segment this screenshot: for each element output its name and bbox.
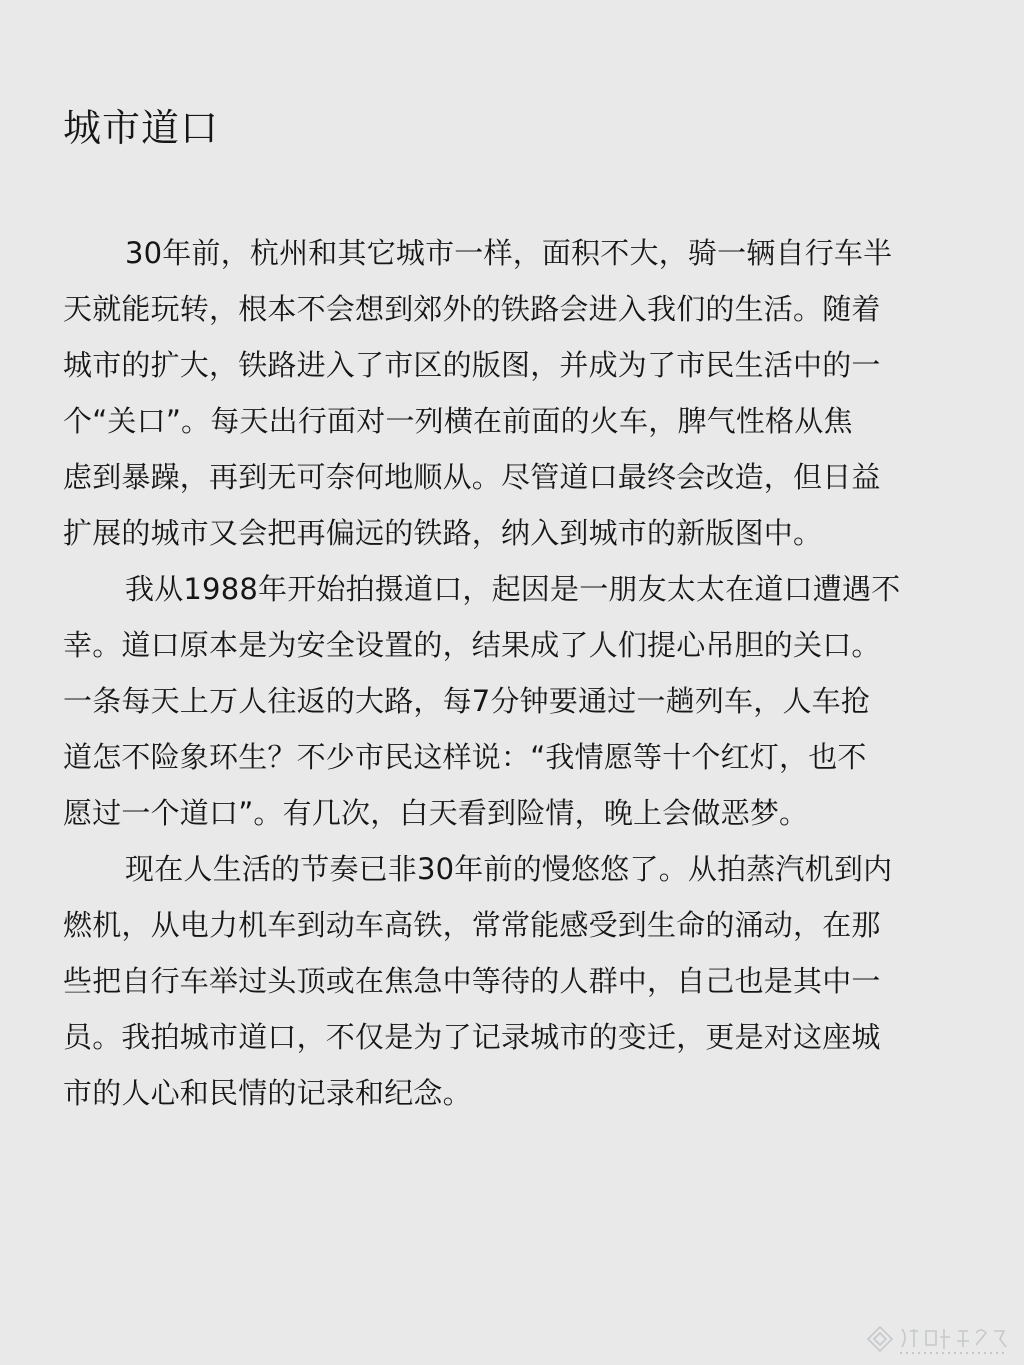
paragraph-1-line-6: 扩展的城市又会把再偏远的铁路，纳入到城市的新版图中。 xyxy=(63,516,823,550)
paragraph-2-line-3: 一条每天上万人往返的大路，每7分钟要通过一趟列车，人车抢 xyxy=(63,684,871,718)
article-body xyxy=(63,225,963,1121)
article-title: 城市道口 xyxy=(63,106,220,150)
paragraph-3-line-2: 燃机，从电力机车到动车高铁，常常能感受到生命的涌动，在那 xyxy=(63,908,881,942)
paragraph-2-line-5: 愿过一个道口”。有几次，白天看到险情，晚上会做恶梦。 xyxy=(63,796,809,830)
paragraph-1-line-2: 天就能玩转，根本不会想到郊外的铁路会进入我们的生活。随着 xyxy=(63,292,881,326)
paragraph-1-line-3: 城市的扩大，铁路进入了市区的版图，并成为了市民生活中的一 xyxy=(63,348,881,382)
paragraph-2-line-2: 幸。道口原本是为安全设置的，结果成了人们提心吊胆的关口。 xyxy=(63,628,881,662)
paragraph-2-line-1: 我从1988年开始拍摄道口，起因是一朋友太太在道口遭遇不 xyxy=(125,572,901,606)
watermark-logo xyxy=(860,1319,1020,1359)
cphoto-logo-icon xyxy=(860,1319,1020,1359)
paragraph-1-line-5: 虑到暴躁，再到无可奈何地顺从。尽管道口最终会改造，但日益 xyxy=(63,460,881,494)
paragraph-3-line-5: 市的人心和民情的记录和纪念。 xyxy=(63,1076,472,1110)
paragraph-2-line-4: 道怎不险象环生？不少市民这样说：“我情愿等十个红灯，也不 xyxy=(63,740,867,774)
paragraph-1-line-4: 个“关口”。每天出行面对一列横在前面的火车，脾气性格从焦 xyxy=(63,404,853,438)
paragraph-3-line-3: 些把自行车举过头顶或在焦急中等待的人群中，自己也是其中一 xyxy=(63,964,881,998)
paragraph-3-line-1: 现在人生活的节奏已非30年前的慢悠悠了。从拍蒸汽机到内 xyxy=(125,852,893,886)
paragraph-3-line-4: 员。我拍城市道口，不仅是为了记录城市的变迁，更是对这座城 xyxy=(63,1020,881,1054)
paragraph-1-line-1: 30年前，杭州和其它城市一样，面积不大，骑一辆自行车半 xyxy=(125,236,893,270)
